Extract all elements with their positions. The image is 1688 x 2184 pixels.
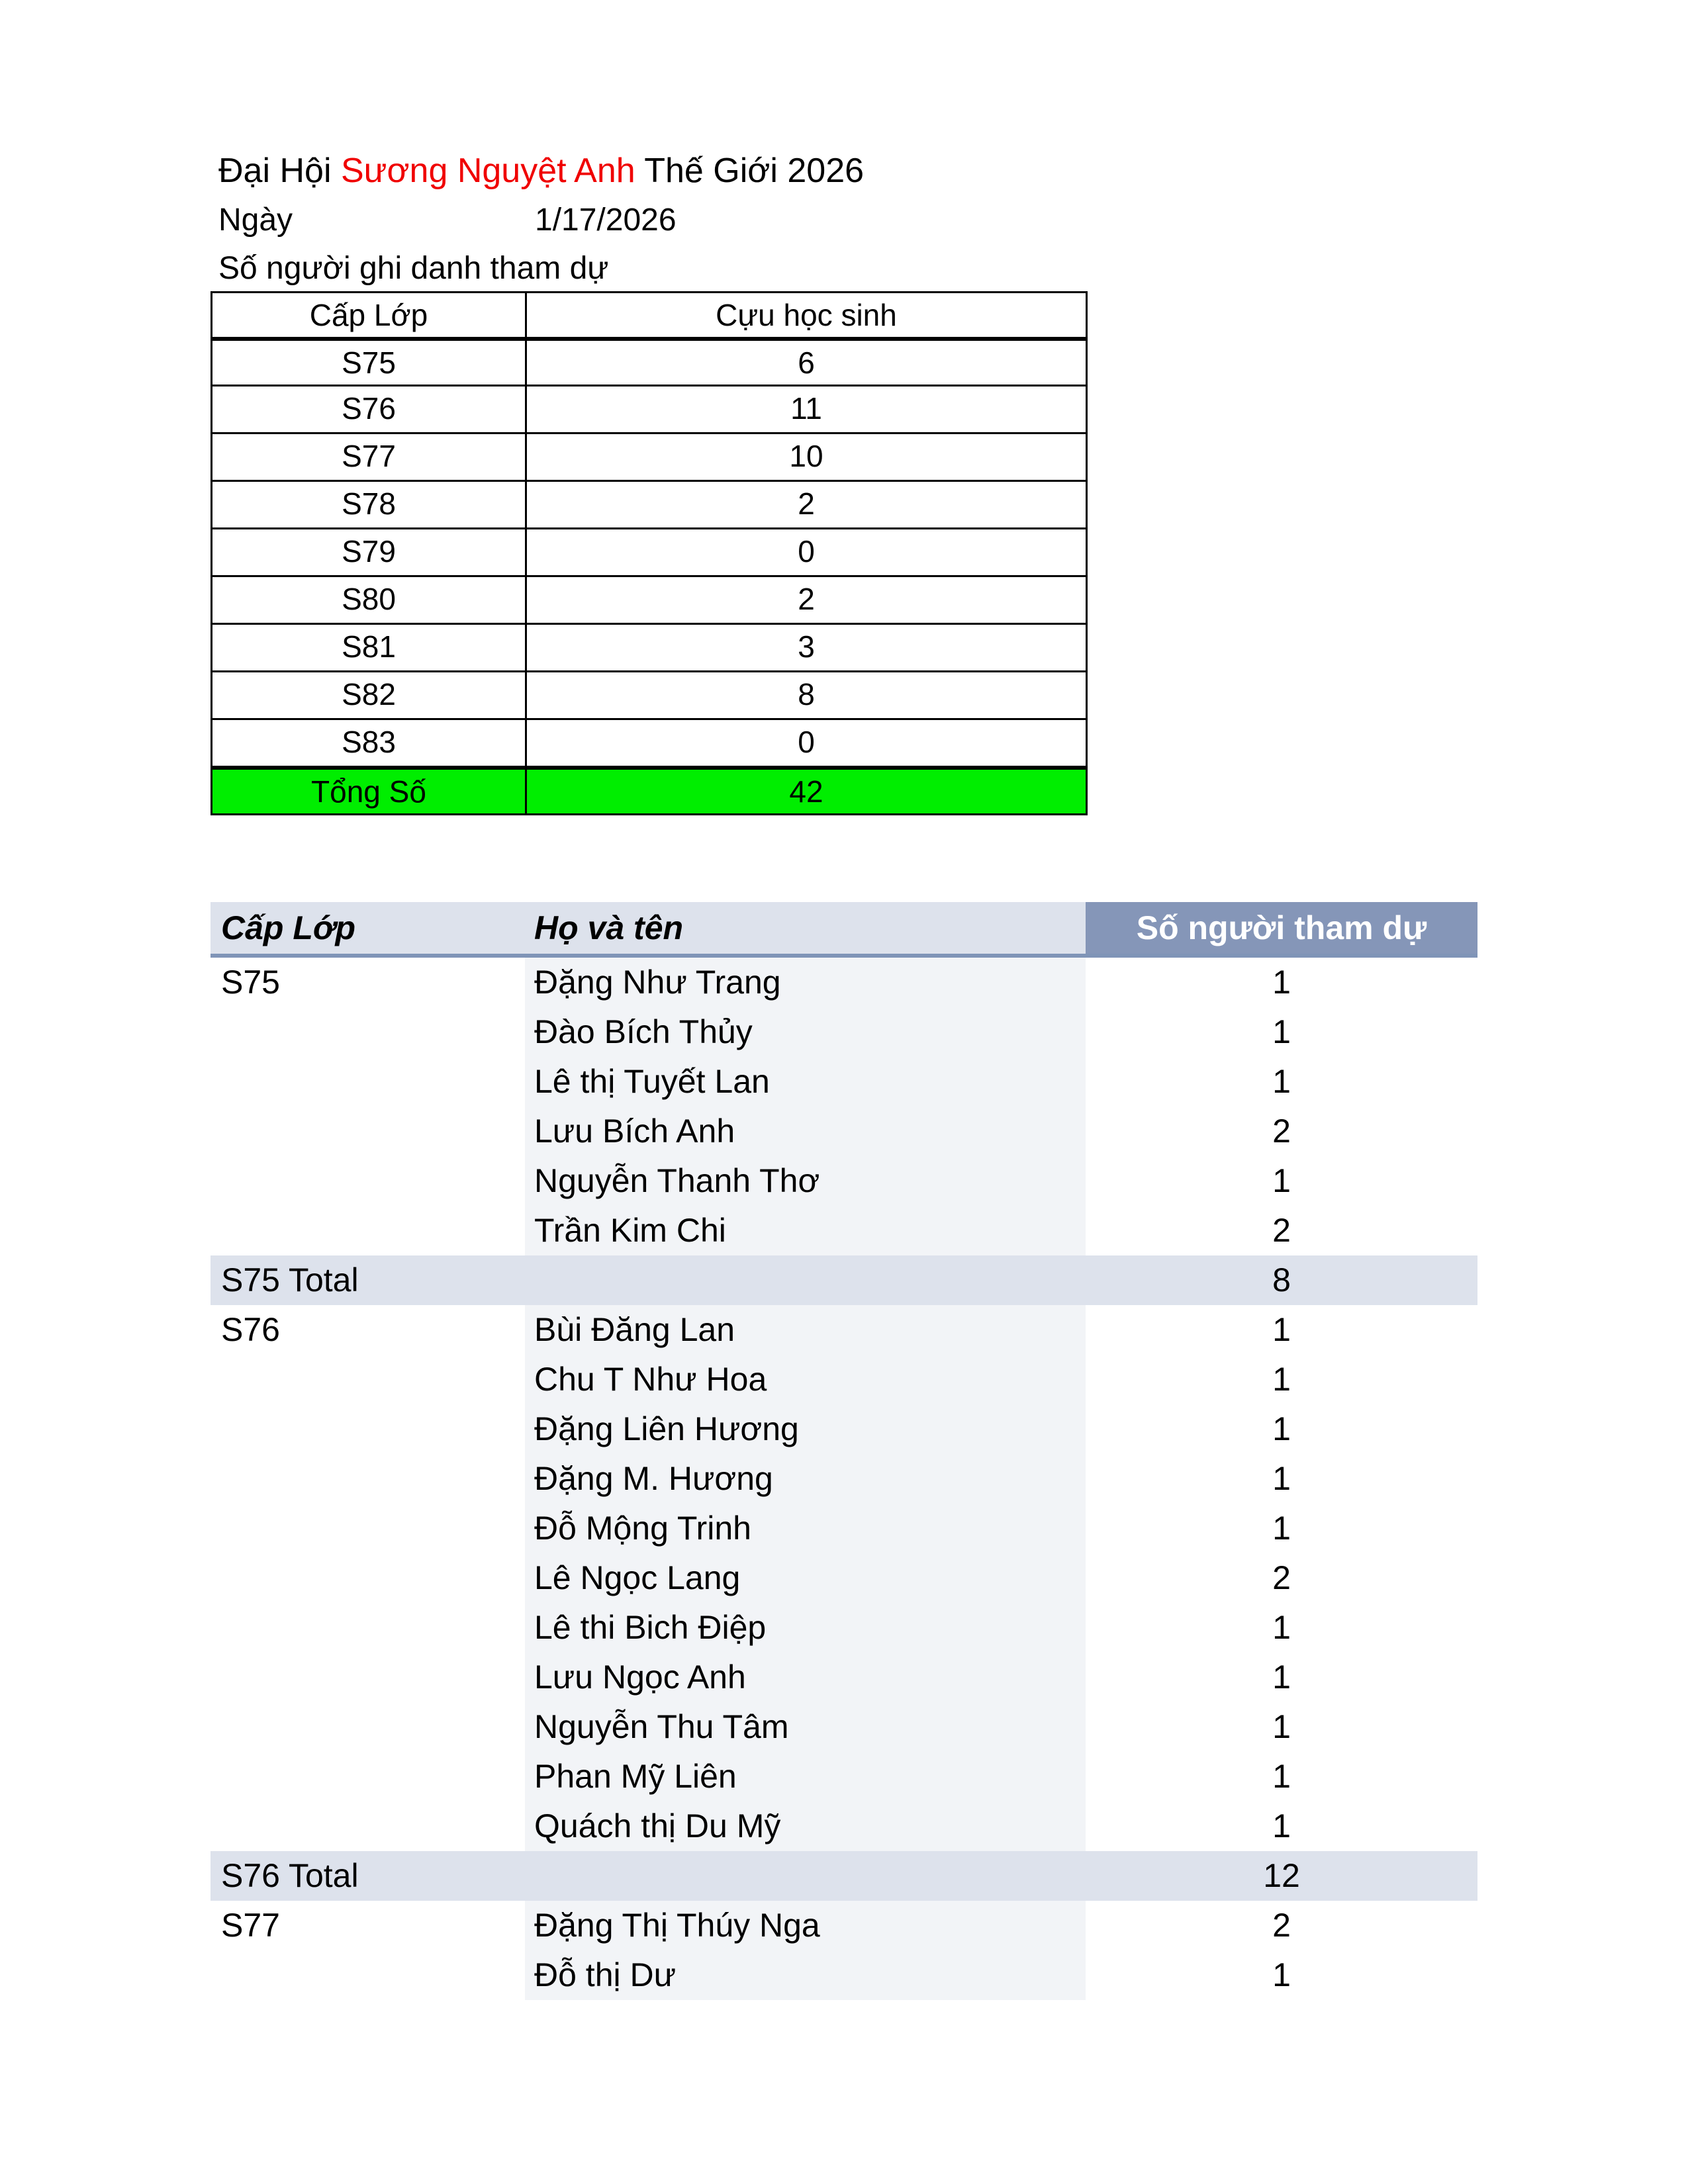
- name-cell: Trần Kim Chi: [525, 1206, 1086, 1255]
- count-cell: 1: [1272, 1956, 1291, 1993]
- summary-class-cell: S81: [211, 625, 527, 672]
- detail-table: [211, 902, 1477, 2000]
- name-cell: Đặng Liên Hương: [525, 1404, 1086, 1454]
- count-cell: 12: [1263, 1857, 1300, 1894]
- count-cell: 1: [1272, 1361, 1291, 1398]
- class-cell: [211, 1653, 525, 1702]
- class-cell: [211, 1057, 525, 1107]
- summary-count-cell: 10: [527, 434, 1088, 482]
- table-row: [211, 1355, 1477, 1404]
- class-cell: S77: [221, 1907, 280, 1944]
- count-cell: 1: [1272, 1609, 1291, 1646]
- summary-row: [211, 577, 1088, 625]
- summary-class-cell: S80: [211, 577, 527, 625]
- class-cell: S75 Total: [221, 1261, 359, 1298]
- name-cell: Đặng Thị Thúy Nga: [525, 1901, 1086, 1950]
- name-cell: Lưu Bích Anh: [525, 1107, 1086, 1156]
- name-cell: Lê thị Tuyết Lan: [525, 1057, 1086, 1107]
- name-cell: Nguyễn Thu Tâm: [525, 1702, 1086, 1752]
- summary-row: [211, 434, 1088, 482]
- summary-class-cell: S78: [211, 482, 527, 529]
- subtotal-row: [211, 1255, 1477, 1305]
- class-cell: [211, 1107, 525, 1156]
- summary-header-row: [211, 291, 1088, 339]
- table-row: [211, 958, 1477, 1007]
- table-row: [211, 1603, 1477, 1653]
- table-row: [211, 1404, 1477, 1454]
- summary-total-row: [211, 768, 1088, 815]
- table-row: [211, 1553, 1477, 1603]
- summary-class-cell: S76: [211, 387, 527, 434]
- count-cell: 1: [1272, 1162, 1291, 1199]
- table-row: [211, 1752, 1477, 1801]
- count-cell: 8: [1272, 1261, 1291, 1298]
- name-cell: Nguyễn Thanh Thơ: [525, 1156, 1086, 1206]
- summary-count-cell: 6: [527, 339, 1088, 387]
- summary-class-cell: S82: [211, 672, 527, 720]
- count-cell: 1: [1272, 1013, 1291, 1050]
- class-cell: S76 Total: [221, 1857, 359, 1894]
- summary-total-value: 42: [527, 768, 1088, 815]
- name-cell: Quách thị Du Mỹ: [525, 1801, 1086, 1851]
- class-cell: [211, 1603, 525, 1653]
- summary-row: [211, 529, 1088, 577]
- name-cell: Bùi Đăng Lan: [525, 1305, 1086, 1355]
- class-cell: [211, 1355, 525, 1404]
- class-cell: [211, 1156, 525, 1206]
- count-cell: 1: [1272, 1659, 1291, 1696]
- name-cell: [525, 1255, 1086, 1305]
- table-row: [211, 1504, 1477, 1553]
- name-cell: Đỗ Mộng Trinh: [525, 1504, 1086, 1553]
- summary-class-cell: S83: [211, 720, 527, 768]
- detail-header-row: [211, 902, 1477, 958]
- table-row: [211, 1454, 1477, 1504]
- title-prefix: Đại Hội: [218, 152, 341, 190]
- summary-count-cell: 0: [527, 720, 1088, 768]
- subtotal-row: [211, 1851, 1477, 1901]
- summary-count-cell: 3: [527, 625, 1088, 672]
- name-cell: Lê thi Bich Điệp: [525, 1603, 1086, 1653]
- summary-class-cell: S79: [211, 529, 527, 577]
- table-row: [211, 1007, 1477, 1057]
- class-cell: [211, 1504, 525, 1553]
- page-title: [218, 144, 864, 197]
- table-row: [211, 1206, 1477, 1255]
- count-cell: 1: [1272, 1807, 1291, 1844]
- summary-class-cell: S77: [211, 434, 527, 482]
- name-cell: Đào Bích Thủy: [525, 1007, 1086, 1057]
- summary-row: [211, 482, 1088, 529]
- name-cell: Đặng M. Hương: [525, 1454, 1086, 1504]
- count-cell: 1: [1272, 1460, 1291, 1497]
- count-cell: 2: [1272, 1907, 1291, 1944]
- name-cell: Phan Mỹ Liên: [525, 1752, 1086, 1801]
- name-cell: Lưu Ngọc Anh: [525, 1653, 1086, 1702]
- title-highlight: Sương Nguyệt Anh: [340, 152, 635, 190]
- table-row: [211, 1107, 1477, 1156]
- detail-header-class: Cấp Lớp: [211, 902, 525, 958]
- table-row: [211, 1702, 1477, 1752]
- summary-count-cell: 2: [527, 482, 1088, 529]
- class-cell: [211, 1206, 525, 1255]
- summary-count-cell: 11: [527, 387, 1088, 434]
- class-cell: [211, 1801, 525, 1851]
- count-cell: 1: [1272, 1311, 1291, 1348]
- summary-count-cell: 8: [527, 672, 1088, 720]
- summary-row: [211, 720, 1088, 768]
- table-row: [211, 1156, 1477, 1206]
- detail-header-name: Họ và tên: [525, 902, 1086, 958]
- summary-header-class: Cấp Lớp: [211, 291, 527, 339]
- summary-row: [211, 339, 1088, 387]
- date-value: 1/17/2026: [535, 203, 677, 238]
- count-cell: 1: [1272, 1410, 1291, 1447]
- name-cell: Đặng Như Trang: [525, 958, 1086, 1007]
- summary-count-cell: 0: [527, 529, 1088, 577]
- name-cell: Chu T Như Hoa: [525, 1355, 1086, 1404]
- title-suffix: Thế Giới 2026: [635, 152, 865, 190]
- class-cell: [211, 1752, 525, 1801]
- count-cell: 2: [1272, 1113, 1291, 1150]
- name-cell: Đỗ thị Dư: [525, 1950, 1086, 2000]
- summary-total-label: Tổng Số: [211, 768, 527, 815]
- table-row: [211, 1057, 1477, 1107]
- class-cell: S75: [221, 964, 280, 1001]
- date-label: Ngày: [218, 203, 293, 238]
- table-row: [211, 1653, 1477, 1702]
- class-cell: [211, 1950, 525, 2000]
- count-cell: 1: [1272, 1510, 1291, 1547]
- summary-row: [211, 625, 1088, 672]
- table-row: [211, 1950, 1477, 2000]
- class-cell: [211, 1454, 525, 1504]
- count-cell: 1: [1272, 1758, 1291, 1795]
- count-cell: 1: [1272, 1063, 1291, 1100]
- table-row: [211, 1305, 1477, 1355]
- summary-count-cell: 2: [527, 577, 1088, 625]
- summary-row: [211, 672, 1088, 720]
- count-cell: 1: [1272, 1708, 1291, 1745]
- count-cell: 2: [1272, 1559, 1291, 1596]
- summary-table: [211, 291, 1088, 815]
- name-cell: Lê Ngọc Lang: [525, 1553, 1086, 1603]
- name-cell: [525, 1851, 1086, 1901]
- registered-label: Số người ghi danh tham dự: [218, 251, 609, 286]
- summary-class-cell: S75: [211, 339, 527, 387]
- class-cell: [211, 1404, 525, 1454]
- class-cell: S76: [221, 1311, 280, 1348]
- table-row: [211, 1801, 1477, 1851]
- class-cell: [211, 1007, 525, 1057]
- table-row: [211, 1901, 1477, 1950]
- class-cell: [211, 1702, 525, 1752]
- summary-header-alumni: Cựu học sinh: [527, 291, 1088, 339]
- summary-row: [211, 387, 1088, 434]
- count-cell: 1: [1272, 964, 1291, 1001]
- detail-header-attendees: Số người tham dự: [1086, 902, 1477, 958]
- count-cell: 2: [1272, 1212, 1291, 1249]
- class-cell: [211, 1553, 525, 1603]
